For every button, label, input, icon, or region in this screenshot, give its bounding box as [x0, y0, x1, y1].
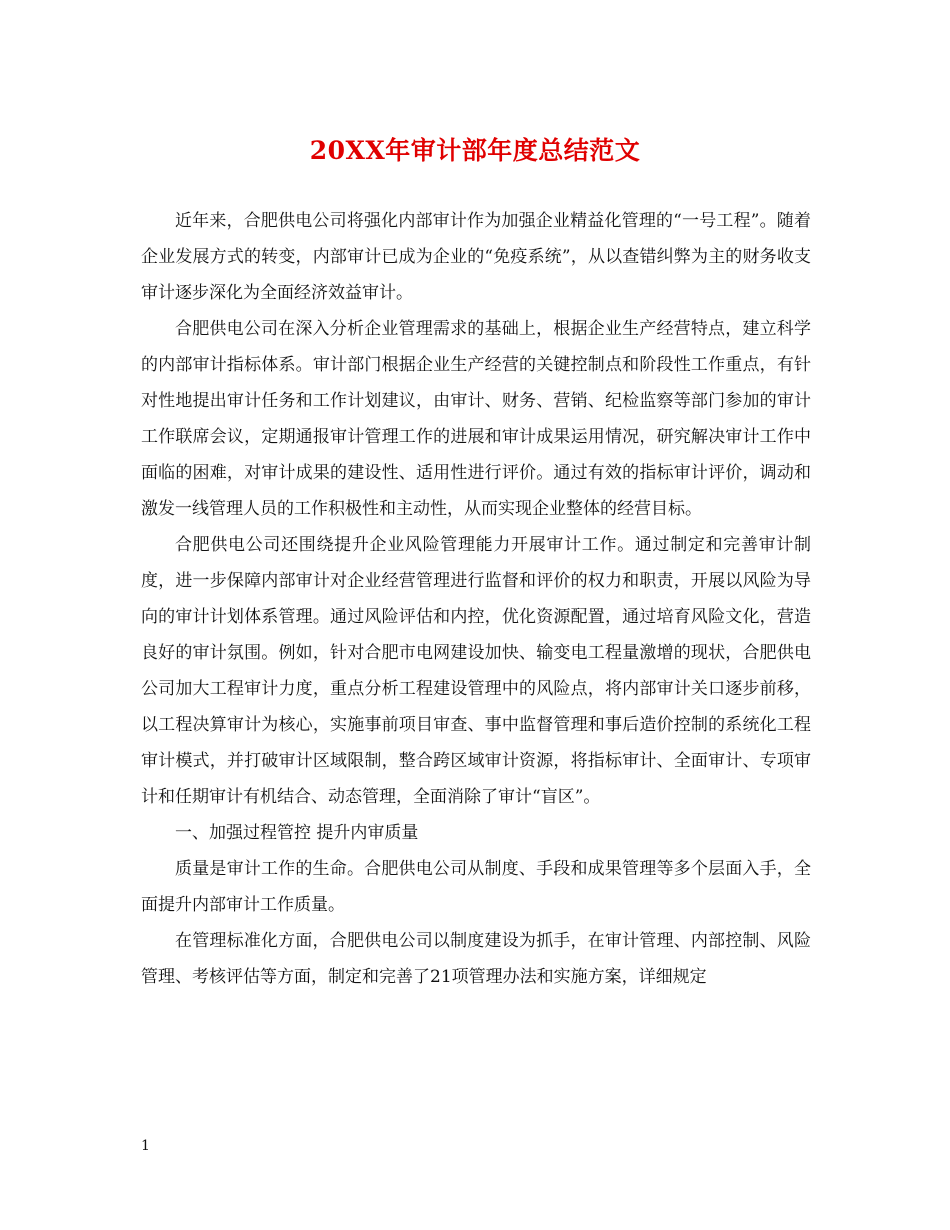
paragraph-indicator-system: 合肥供电公司在深入分析企业管理需求的基础上，根据企业生产经营特点，建立科学的内部审计指标体系。审计部门根据企业生产经营的关键控制点和阶段性工作重点，有针对性地提出审计任务和工作计划建议，由审计、财务、营销、纪检监察等部门参加的审计工作联席会议，定期通报审计管理工作的进展和审计成果运用情况，研究解决审计工作中面临的困难，对审计成果的建设性、适用性进行评价。通过有效的指标审计评价，调动和激发一线管理人员的工作积极性和主动性，从而实现企业整体的经营目标。 — [141, 319, 811, 519]
paragraph-intro: 近年来，合肥供电公司将强化内部审计作为加强企业精益化管理的“一号工程”。随着企业发展方式的转变，内部审计已成为企业的“免疫系统”，从以查错纠弊为主的财务收支审计逐步深化为全面经济效益审计。 — [141, 211, 811, 303]
document-body — [141, 203, 811, 995]
page-number: 1 — [141, 1138, 150, 1154]
paragraph-quality: 质量是审计工作的生命。合肥供电公司从制度、手段和成果管理等多个层面入手，全面提升内部审计工作质量。 — [141, 859, 811, 915]
paragraph-standardization: 在管理标准化方面，合肥供电公司以制度建设为抓手，在审计管理、内部控制、风险管理、考核评估等方面，制定和完善了21项管理办法和实施方案，详细规定 — [141, 931, 811, 987]
section-heading-process-control: 一、加强过程管控 提升内审质量 — [175, 823, 419, 843]
document-title: 20XX年审计部年度总结范文 — [309, 136, 641, 165]
paragraph-risk-management: 合肥供电公司还围绕提升企业风险管理能力开展审计工作。通过制定和完善审计制度，进一步保障内部审计对企业经营管理进行监督和评价的权力和职责，开展以风险为导向的审计计划体系管理。通过风险评估和内控，优化资源配置，通过培育风险文化，营造良好的审计氛围。例如，针对合肥市电网建设加快、输变电工程量激增的现状，合肥供电公司加大工程审计力度，重点分析工程建设管理中的风险点，将内部审计关口逐步前移，以工程决算审计为核心，实施事前项目审查、事中监督管理和事后造价控制的系统化工程审计模式，并打破审计区域限制，整合跨区域审计资源，将指标审计、全面审计、专项审计和任期审计有机结合、动态管理，全面消除了审计“盲区”。 — [141, 535, 811, 807]
